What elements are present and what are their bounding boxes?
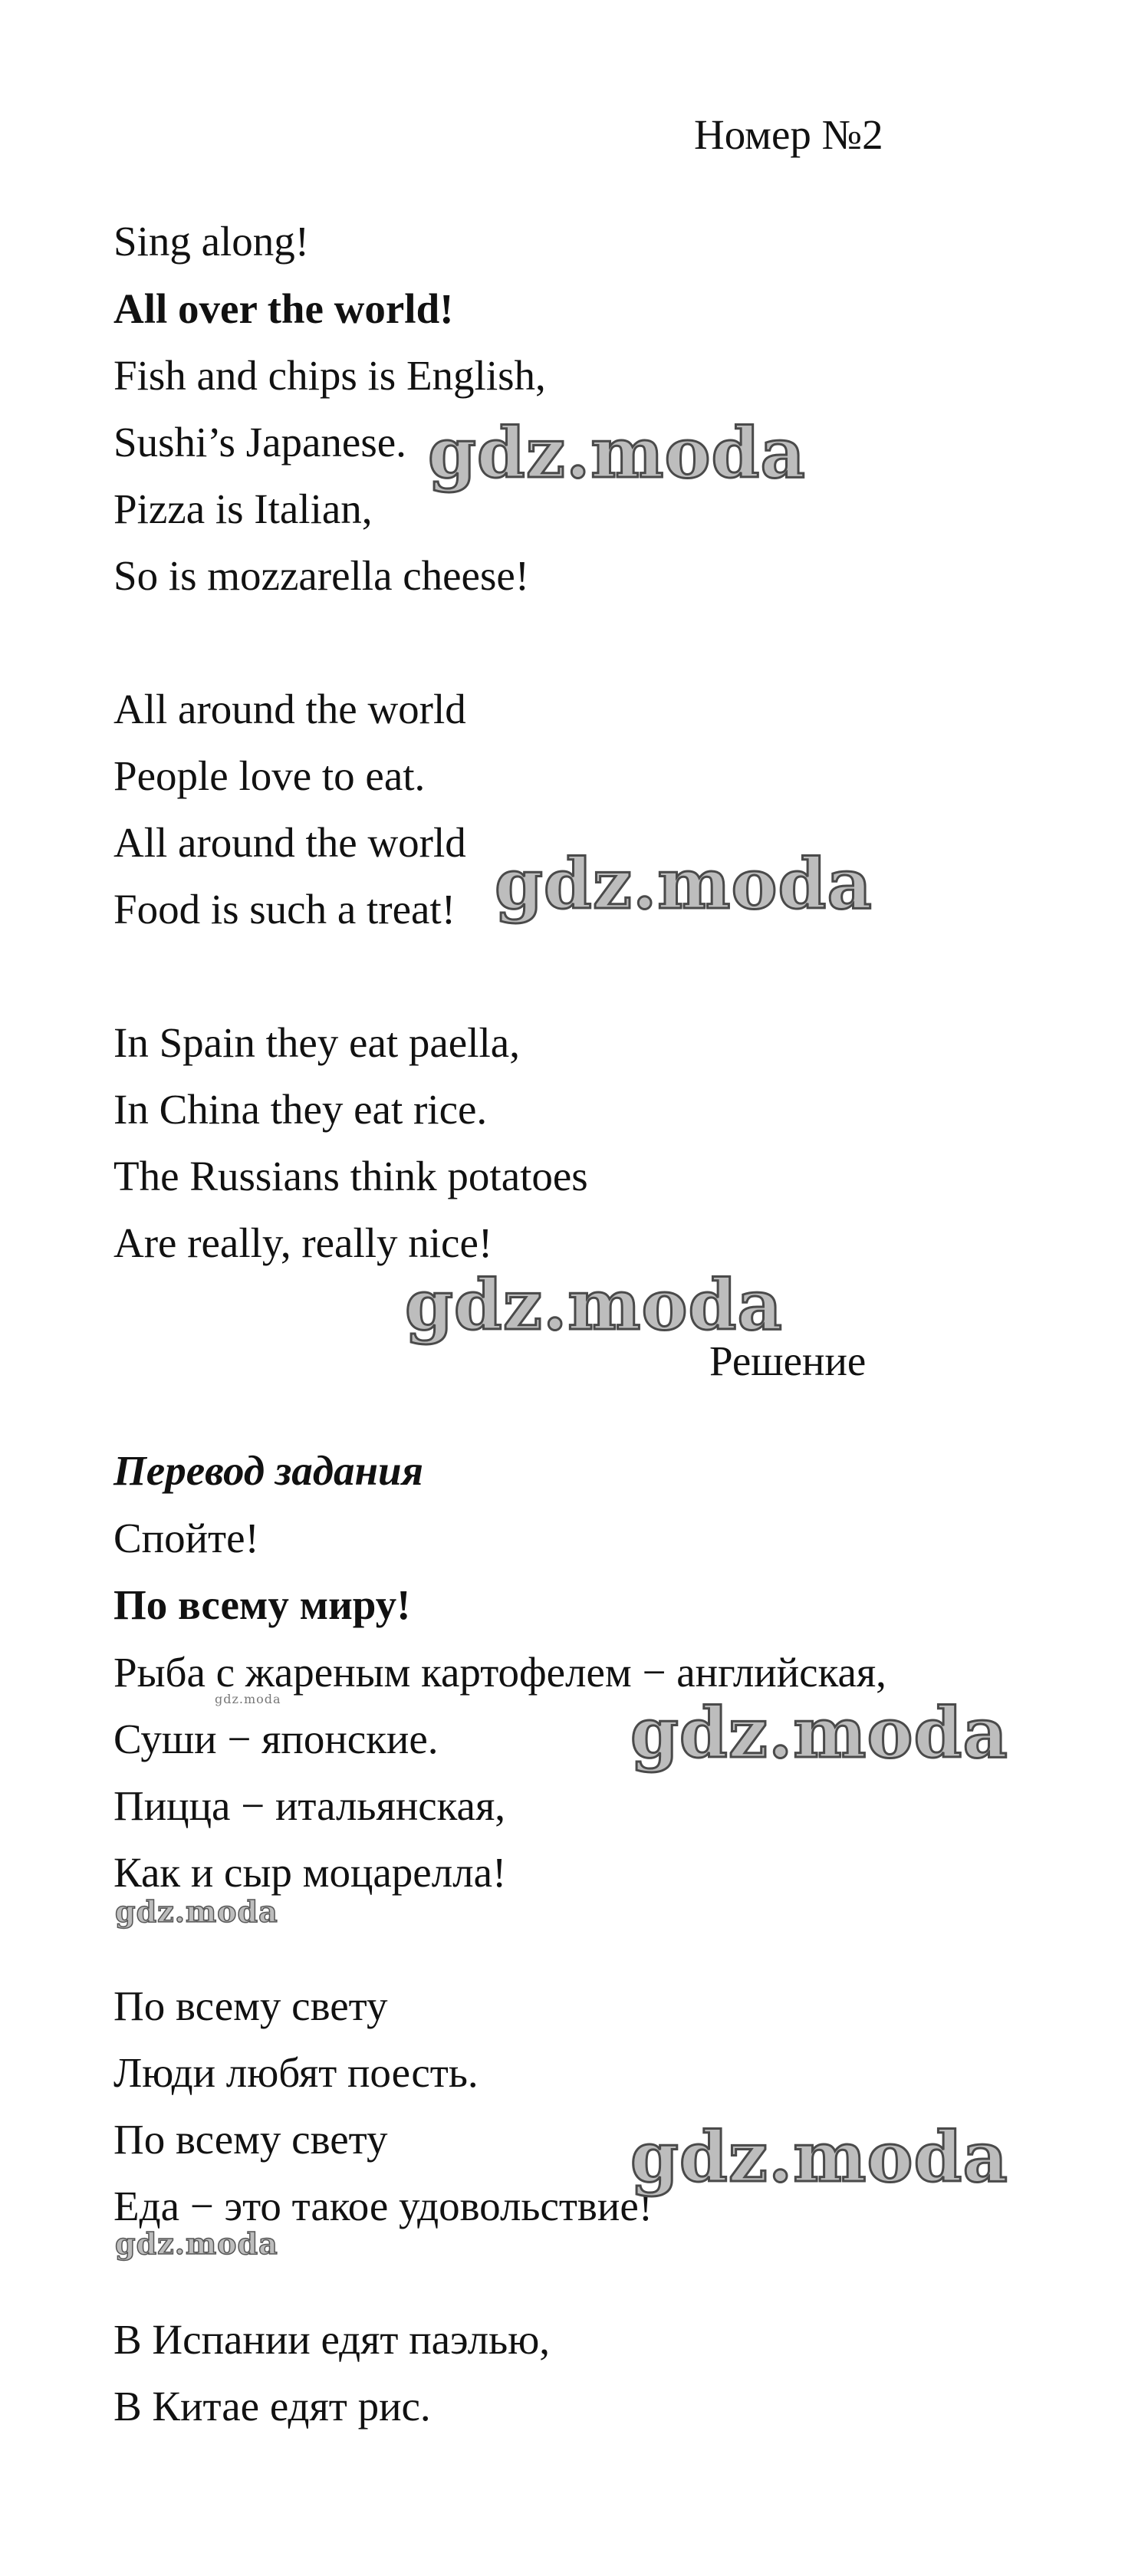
watermark: gdz.moda [115,2226,278,2261]
task-number: Номер №2 [694,111,883,158]
translation-line: В Испании едят паэлью, [113,2316,551,2363]
watermark: gdz.moda [405,1265,783,1346]
sing-along-instruction: Sing along! [113,218,310,265]
solution-label: Решение [709,1337,867,1384]
translation-title: По всему миру! [113,1581,411,1628]
watermark: gdz.moda [630,1693,1008,1774]
song-title: All over the world! [113,285,454,332]
watermark: gdz.moda [215,1692,281,1706]
translation-instruction: Спойте! [113,1515,259,1561]
translation-heading: Перевод задания [113,1447,423,1494]
translation-line: Люди любят поесть. [113,2049,479,2096]
song-line: In China they eat rice. [113,1086,488,1133]
song-line: Fish and chips is English, [113,352,546,399]
translation-line: По всему свету [113,2116,388,2163]
translation-line: По всему свету [113,1982,388,2029]
song-line: Pizza is Italian, [113,485,373,532]
song-line: Are really, really nice! [113,1219,493,1266]
song-line: The Russians think potatoes [113,1153,588,1199]
song-line: People love to eat. [113,752,426,799]
song-line: In Spain they eat paella, [113,1019,520,1066]
song-line: All around the world [113,819,466,866]
watermark: gdz.moda [630,2117,1008,2198]
translation-line: В Китае едят рис. [113,2383,431,2430]
watermark: gdz.moda [115,1894,278,1929]
watermark: gdz.moda [428,413,806,494]
watermark: gdz.moda [495,844,873,925]
song-line: Food is such a treat! [113,886,456,933]
translation-line: Как и сыр моцарелла! [113,1849,507,1896]
translation-line: Пицца − итальянская, [113,1782,506,1829]
song-line: Sushi’s Japanese. [113,419,406,466]
translation-line: Суши − японские. [113,1716,439,1762]
song-line: All around the world [113,686,466,732]
translation-line: Рыба с жареным картофелем − английская, [113,1649,886,1696]
translation-line: Еда − это такое удовольствие! [113,2183,653,2229]
song-line: So is mozzarella cheese! [113,552,530,599]
